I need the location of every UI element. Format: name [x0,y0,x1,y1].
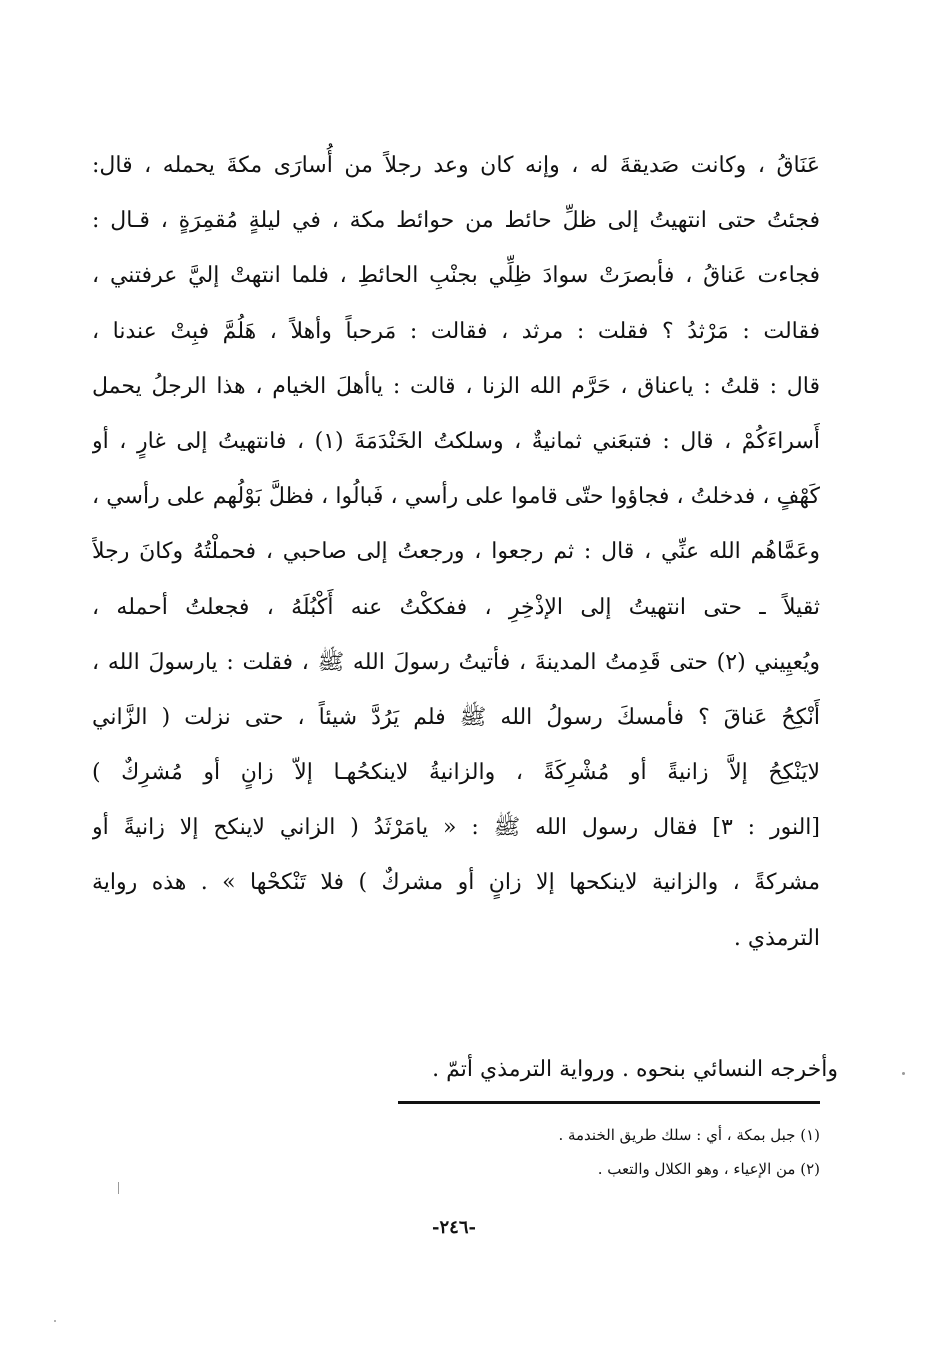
scan-margin-mark [118,1182,119,1194]
text-line: وعَمَّاهُم الله عنِّي ، قال : ثم رجعوا ، ورجعتُ إلى صاحبي ، فحملْتُهُ وكانَ رجلاً [92,539,820,565]
text-line: أَسراءَكُمْ ، قال : فتبعَني ثمانيةٌ ، وسلكتُ الخَنْدَمَةَ (١) ، فانتهيتُ إلى غارٍ ، أو [92,428,820,454]
footnote: (١) جبل بمكة ، أي : سلك طريق الخندمة . [558,1126,820,1144]
text-line: قال : قلتُ : ياعناق ، حَرَّم الله الزنا ، قالت : ياأهلَ الخيام ، هذا الرجلُ يحمل [92,373,820,399]
text-line: ويُعيِيني (٢) حتى قَدِمتُ المدينةَ ، فأتيتُ رسولَ الله ﷺ ، فقلت : يارسولَ الله ، [92,649,820,675]
text-line: أَنْكِحُ عَناقَ ؟ فأمسكَ رسولُ الله ﷺ فلم يَرُدَّ شيئاً ، حتى نزلت ( الزَّاني [92,704,820,730]
scan-speck [54,1320,56,1322]
text-line: فجئتُ حتى انتهيتُ إلى ظلِّ حائط من حوائط مكة ، في ليلةٍ مُقمِرَةٍ ، قـال : [92,208,820,234]
footnotes [400,1118,820,1186]
text-line: فقالت : مَرْثدُ ؟ فقلت : مرثد ، فقالت : مَرحباً وأهلاً ، هَلُمَّ فبِتْ عندنا ، [92,318,820,344]
text-line: [النور : ٣] فقال رسول الله ﷺ : « يامَرْثَدُ ( الزاني لاينكح إلا زانيةً أو [92,815,820,841]
text-line: ثقيلاً ـ حتى انتهيتُ إلى الإذْخِرِ ، ففككْتُ عنه أَكْبُلَهُ ، فجعلتُ أحمله ، [92,594,820,620]
scan-speck [902,1072,905,1075]
text-line: لايَنْكِحُ إلاَّ زانيةً أو مُشْرِكَةً ، والزانيةُ لاينكحُهـا إلاّ زانٍ أو مُشرِكٌ ) [92,760,820,786]
page-number: -٢٤٦- [432,1217,476,1238]
footnote-separator [398,1101,820,1104]
text-line: عَنَاقُ ، وكانت صَديقةَ له ، وإنه كان وعد رجلاً من أُسارَى مكةَ يحمله ، قال: [92,153,820,178]
text-line: مشركةً ، والزانية لاينكحها إلا زانٍ أو مشركٌ ) فلا تَنْكحْها » . هذه رواية [92,870,820,896]
text-line: كَهْفٍ ، فدخلتُ ، فجاؤوا حتّى قاموا على رأسي ، فَبالُوا ، فظلَّ بَوْلُهم على رأسي ، [92,484,820,510]
footnote: (٢) من الإعياء ، وهو الكلال والتعب . [597,1160,820,1178]
text-line: فجاءت عَناقُ ، فأبصرَتْ سوادَ ظِلِّي بجنْبِ الحائطِ ، فلما انتهتْ إليَّ عرفتني ، [92,263,820,289]
text-line: الترمذي . [733,925,820,951]
closing-paragraph: وأخرجه النسائي بنحوه . ورواية الترمذي أتمّ . [432,1057,838,1082]
main-text-block [92,138,820,966]
